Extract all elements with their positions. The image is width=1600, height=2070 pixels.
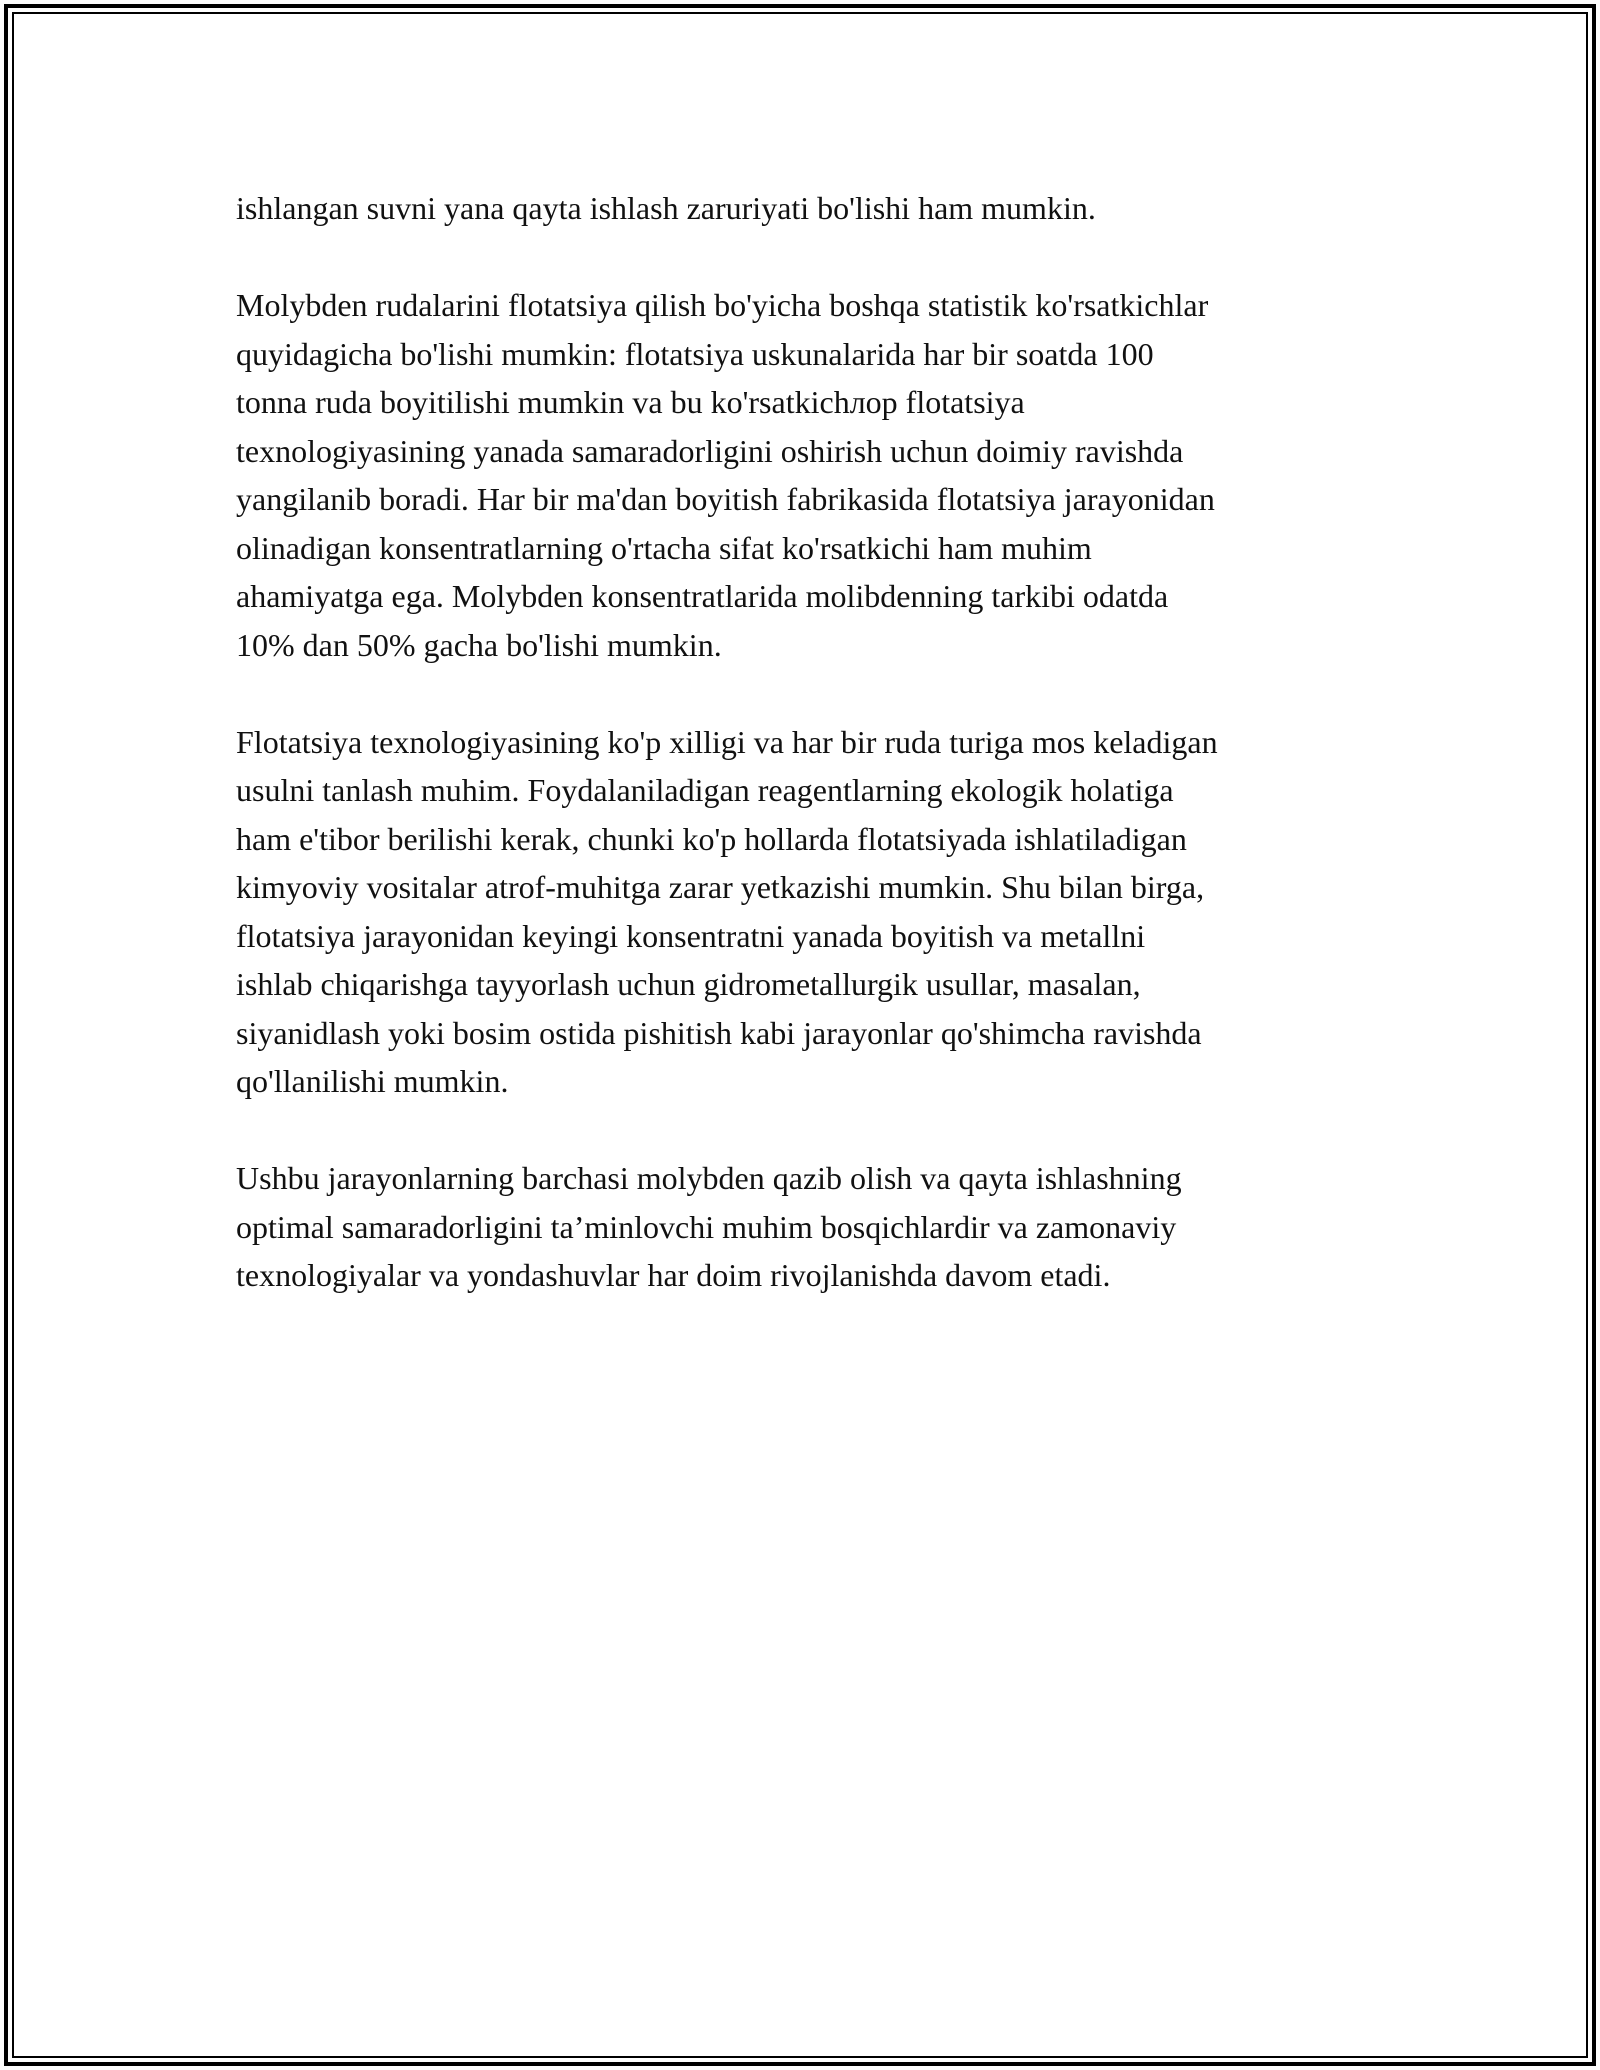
paragraph-4: Ushbu jarayonlarning barchasi molybden qazib olish va qayta ishlashning optimal samaradorligini ta’minlovchi muhim bosqichlardir va zamonaviy texnologiyalar va yondashuvlar har doim rivojlanishda davom etadi. xyxy=(236,1160,1182,1293)
paragraph-2: Molybden rudalarini flotatsiya qilish bo'yicha boshqa statistik ko'rsatkichlar quyidagicha bo'lishi mumkin: flotatsiya uskunalarida har bir soatda 100 tonna ruda boyitilishi mumkin va bu ko'rsatkichлор flotatsiya texnologiyasining yanada samaradorligini oshirish uchun doimiy ravishda yangilanib boradi. Har bir ma'dan boyitish fabrikasida flotatsiya jarayonidan olinadigan konsentratlarning o'rtacha sifat ko'rsatkichi ham muhim ahamiyatga ega. Molybden konsentratlarida molibdenning tarkibi odatda 10% dan 50% gacha bo'lishi mumkin. xyxy=(236,287,1215,663)
paragraph-3: Flotatsiya texnologiyasining ko'p xilligi va har bir ruda turiga mos keladigan usulni tanlash muhim. Foydalaniladigan reagentlarning ekologik holatiga ham e'tibor berilishi kerak, chunki ko'p hollarda flotatsiyada ishlatiladigan kimyoviy vositalar atrof-muhitga zarar yetkazishi mumkin. Shu bilan birga, flotatsiya jarayonidan keyingi konsentratni yanada boyitish va metallni ishlab chiqarishga tayyorlash uchun gidrometallurgik usullar, masalan, siyanidlash yoki bosim ostida pishitish kabi jarayonlar qo'shimcha ravishda qo'llanilishi mumkin. xyxy=(236,723,1218,1099)
paragraph-1: ishlangan suvni yana qayta ishlash zaruriyati bo'lishi ham mumkin. xyxy=(236,190,1096,226)
document-body xyxy=(236,184,1364,1348)
